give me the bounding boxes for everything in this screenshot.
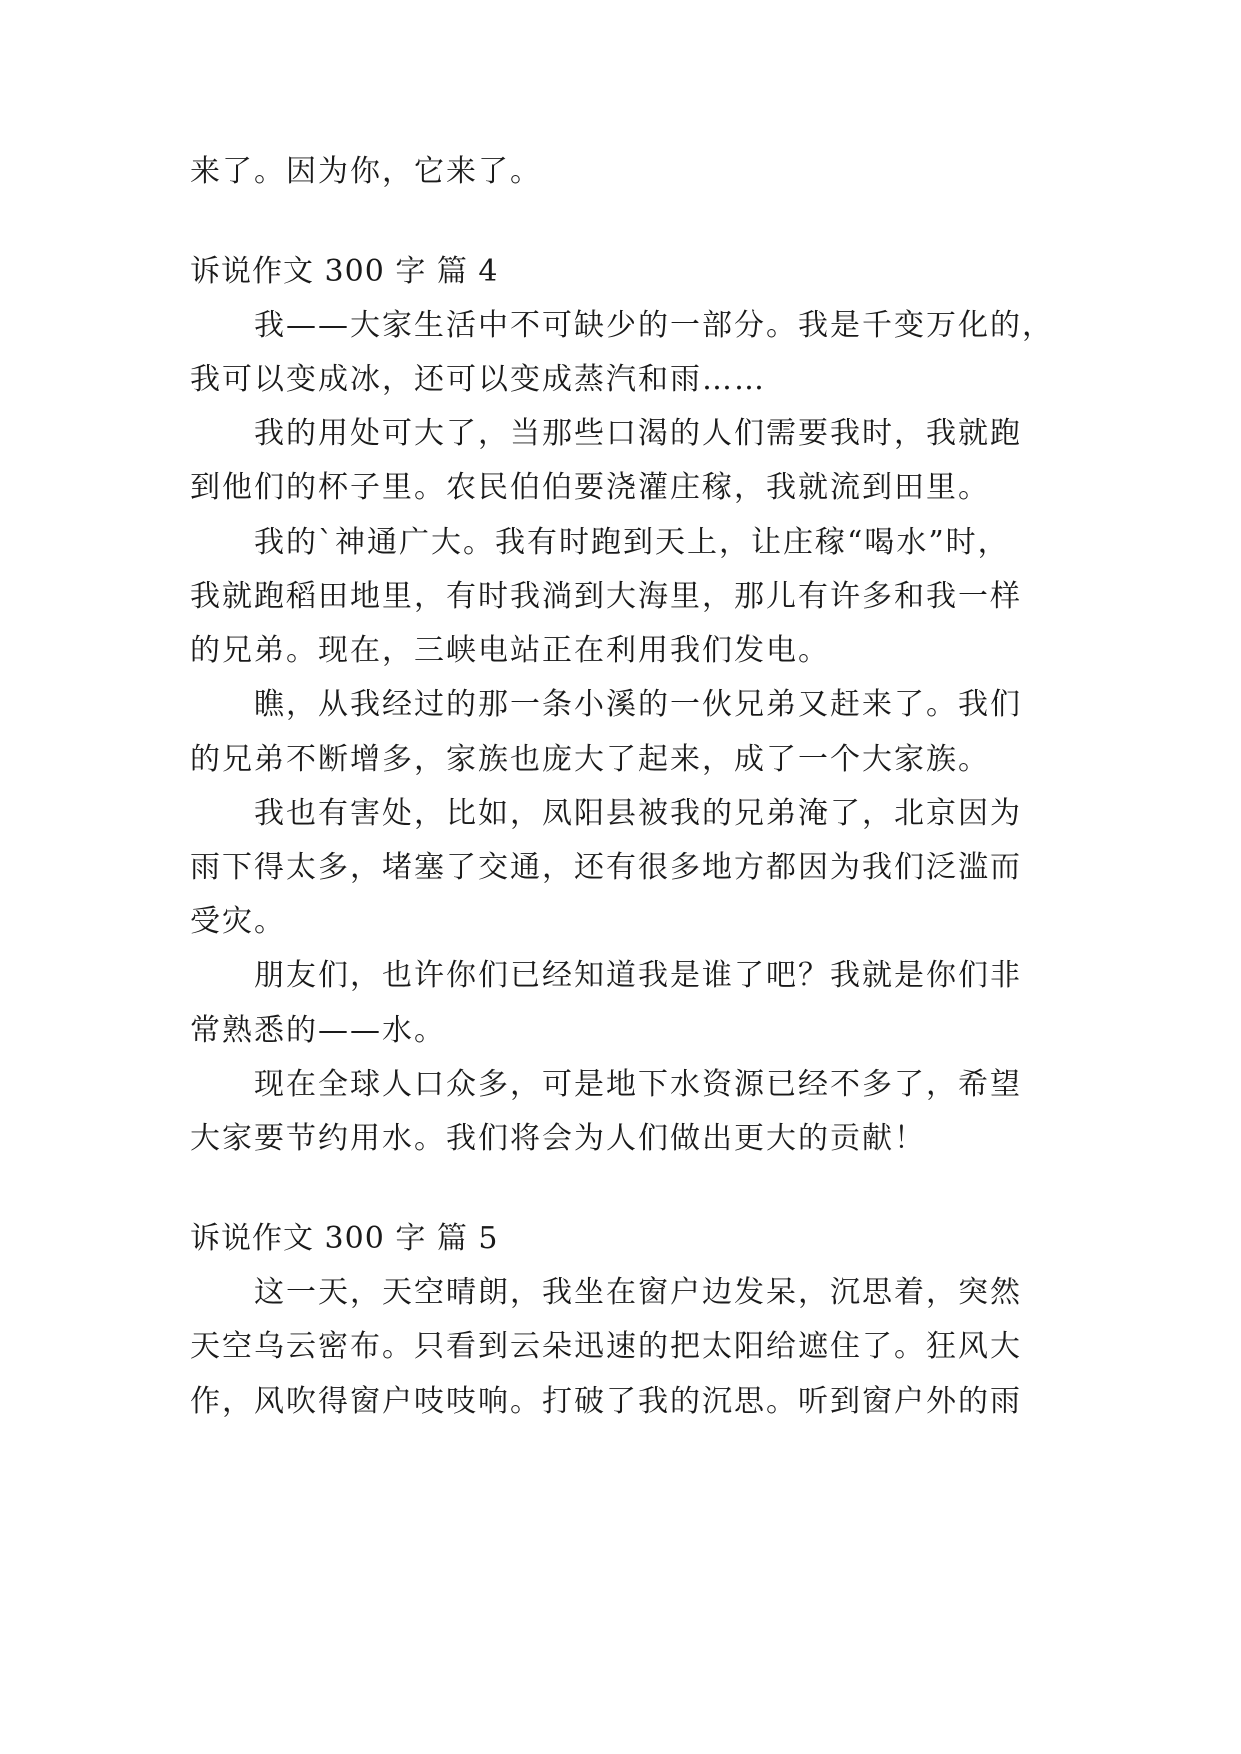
paragraph-line: 现在全球人口众多，可是地下水资源已经不多了，希望 [254,1067,1022,1102]
paragraph-line: 我也有害处，比如，凤阳县被我的兄弟淹了，北京因为 [254,796,1022,831]
section-heading: 诉说作文 300 字 篇 5 [190,1221,499,1256]
paragraph-line: 天空乌云密布。只看到云朵迅速的把太阳给遮住了。狂风大 [190,1329,1022,1364]
paragraph-line: 我可以变成冰，还可以变成蒸汽和雨…… [190,362,766,397]
paragraph-line: 我——大家生活中不可缺少的一部分。我是千变万化的， [254,308,1054,343]
opening-line: 来了。因为你，它来了。 [190,154,542,189]
section-heading: 诉说作文 300 字 篇 4 [190,254,499,289]
paragraph-line: 我就跑稻田地里，有时我淌到大海里，那儿有许多和我一样 [190,579,1022,614]
paragraph-line: 朋友们，也许你们已经知道我是谁了吧？我就是你们非 [254,958,1022,993]
paragraph-line: 的兄弟。现在，三峡电站正在利用我们发电。 [190,633,830,668]
paragraph-line: 瞧，从我经过的那一条小溪的一伙兄弟又赶来了。我们 [254,687,1022,722]
paragraph-line: 的兄弟不断增多，家族也庞大了起来，成了一个大家族。 [190,742,990,777]
paragraph-line: 常熟悉的——水。 [190,1013,446,1048]
paragraph-line: 大家要节约用水。我们将会为人们做出更大的贡献！ [190,1121,926,1156]
paragraph-line: 作，风吹得窗户吱吱响。打破了我的沉思。听到窗户外的雨 [190,1384,1022,1419]
paragraph-line: 我的用处可大了，当那些口渴的人们需要我时，我就跑 [254,416,1022,451]
paragraph-line: 雨下得太多，堵塞了交通，还有很多地方都因为我们泛滥而 [190,850,1022,885]
paragraph-line: 我的`神通广大。我有时跑到天上，让庄稼“喝水”时， [254,525,1010,560]
paragraph-line: 到他们的杯子里。农民伯伯要浇灌庄稼，我就流到田里。 [190,470,990,505]
paragraph-line: 这一天，天空晴朗，我坐在窗户边发呆，沉思着，突然 [254,1275,1022,1310]
paragraph-line: 受灾。 [190,904,286,939]
